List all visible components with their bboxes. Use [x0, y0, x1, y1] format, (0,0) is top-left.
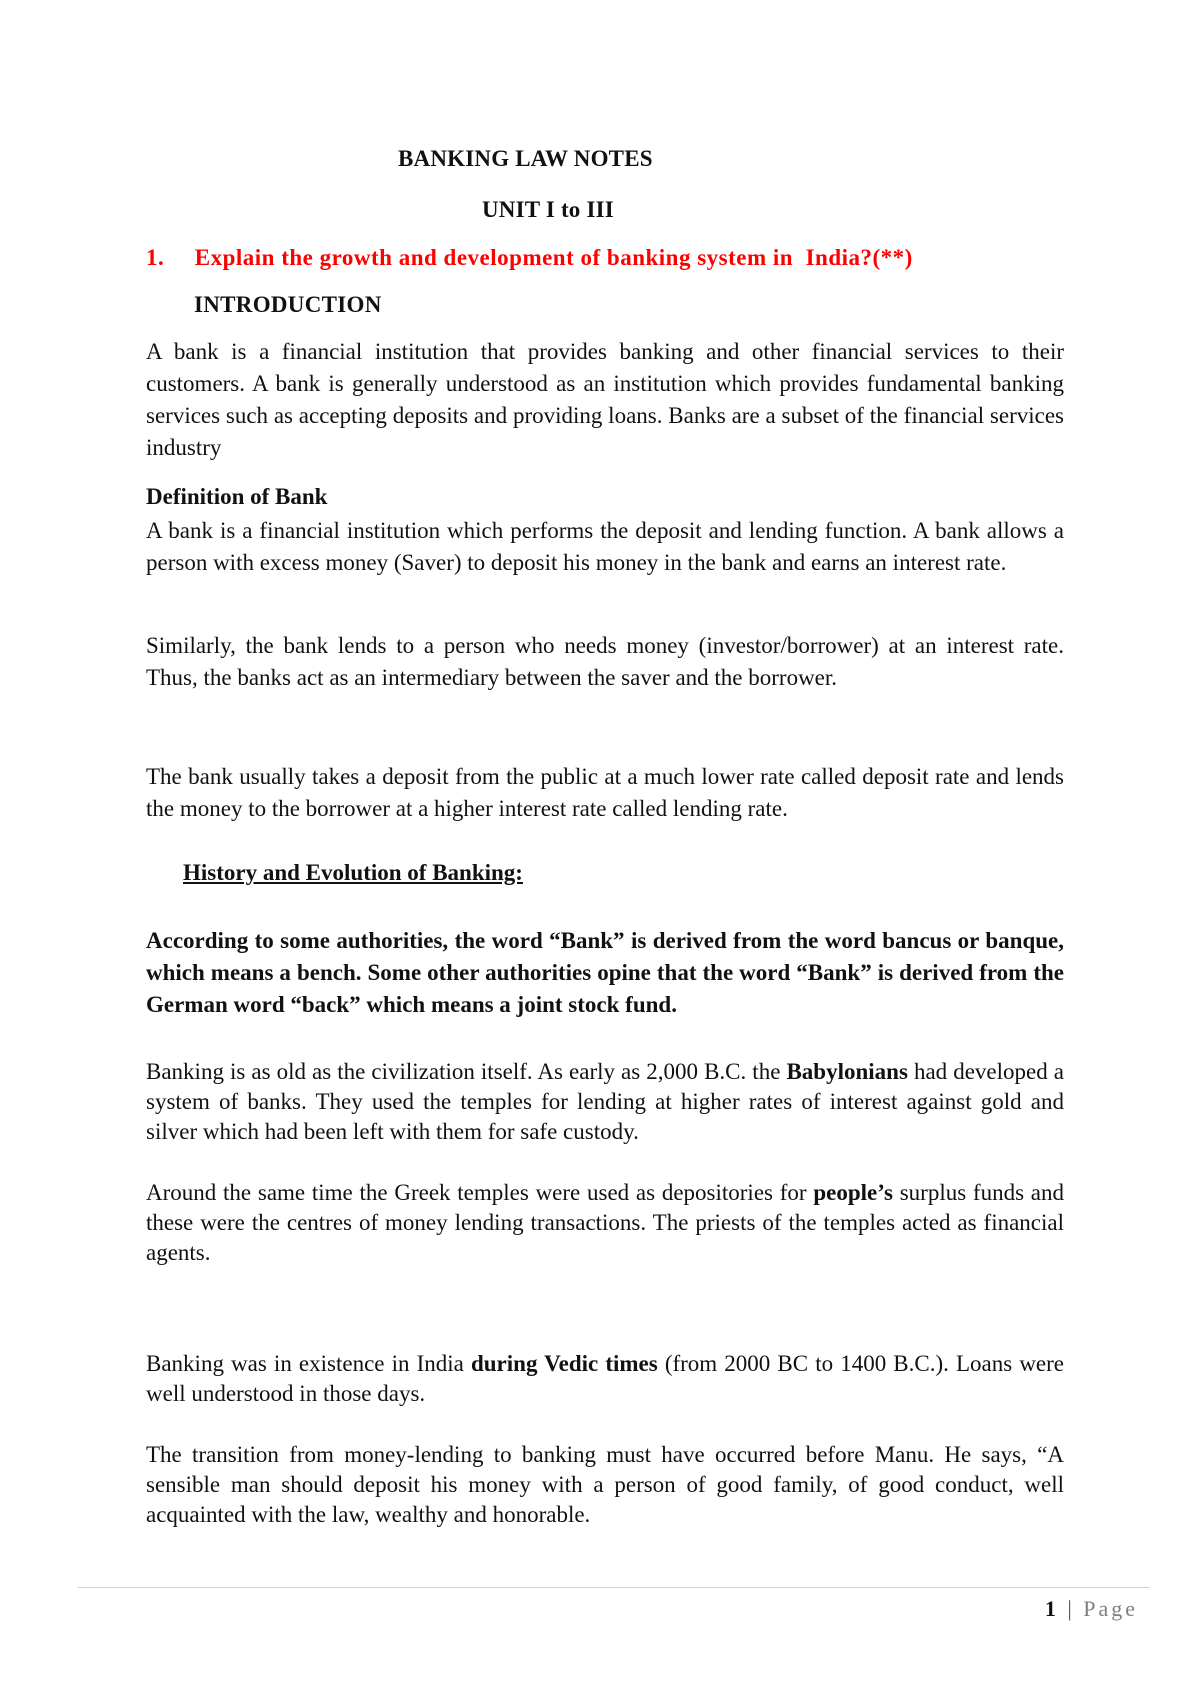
babylon-paragraph — [146, 1057, 1064, 1147]
page-footer — [1045, 1596, 1138, 1622]
question-text: Explain the growth and development of banking system in India?(**) — [194, 245, 913, 270]
vedic-paragraph — [146, 1349, 1064, 1409]
definition-paragraph: A bank is a financial institution which performs the deposit and lending function. A bank allows a person with excess money (Saver) to deposit his money in the bank and earns an interest rate. — [146, 518, 1064, 575]
intro-heading: INTRODUCTION — [194, 292, 382, 317]
babylon-text-1: Banking is as old as the civilization itself. As early as 2,000 B.C. the — [146, 1059, 787, 1084]
vedic-bold: during Vedic times — [470, 1351, 658, 1376]
definition-heading: Definition of Bank — [146, 484, 328, 509]
page-number: 1 — [1044, 1596, 1059, 1621]
greek-bold: people’s — [813, 1180, 893, 1205]
question-number: 1. — [146, 245, 165, 270]
history-heading: History and Evolution of Banking: — [183, 860, 523, 885]
babylon-bold: Babylonians — [786, 1059, 908, 1084]
babylon-text-2: had developed a system of banks. They used the temples for lending at higher rates of interest against gold and silver which had been left with them for safe custody. — [146, 1059, 1064, 1144]
similarly-paragraph: Similarly, the bank lends to a person who needs money (investor/borrower) at an interest rate. Thus, the banks act as an intermediary between the saver and the borrower. — [146, 633, 1064, 690]
question-heading — [146, 245, 913, 271]
document-subtitle: UNIT I to III — [482, 197, 614, 222]
greek-paragraph — [146, 1178, 1064, 1268]
vedic-text-2: (from 2000 BC to 1400 B.C.). Loans were well understood in those days. — [146, 1351, 1065, 1406]
deposit-paragraph: The bank usually takes a deposit from the public at a much lower rate called deposit rate and lends the money to the borrower at a higher interest rate called lending rate. — [146, 764, 1064, 821]
vedic-text-1: Banking was in existence in India — [146, 1351, 471, 1376]
page-separator: | — [1067, 1596, 1075, 1621]
greek-text-2: surplus funds and these were the centres of money lending transactions. The priests of the temples acted as financial agents. — [146, 1180, 1064, 1265]
footer-divider — [78, 1587, 1150, 1588]
greek-text-1: Around the same time the Greek temples were used as depositories for — [146, 1180, 814, 1205]
manu-paragraph: The transition from money-lending to banking must have occurred before Manu. He says, “A sensible man should deposit his money with a person of good family, of good conduct, well acquainted with the law, wealthy and honorable. — [146, 1442, 1064, 1527]
etymology-paragraph: According to some authorities, the word “Bank” is derived from the word bancus or banque, which means a bench. Some other authorities opine that the word “Bank” is derived from the German word “back” which means a joint stock fund. — [146, 928, 1064, 1017]
document-title: BANKING LAW NOTES — [398, 146, 653, 171]
page-label: Page — [1083, 1596, 1138, 1621]
intro-paragraph: A bank is a financial institution that provides banking and other financial services to their customers. A bank is generally understood as an institution which provides fundamental banking services such as accepting deposits and providing loans. Banks are a subset of the financial services industry — [146, 339, 1064, 460]
